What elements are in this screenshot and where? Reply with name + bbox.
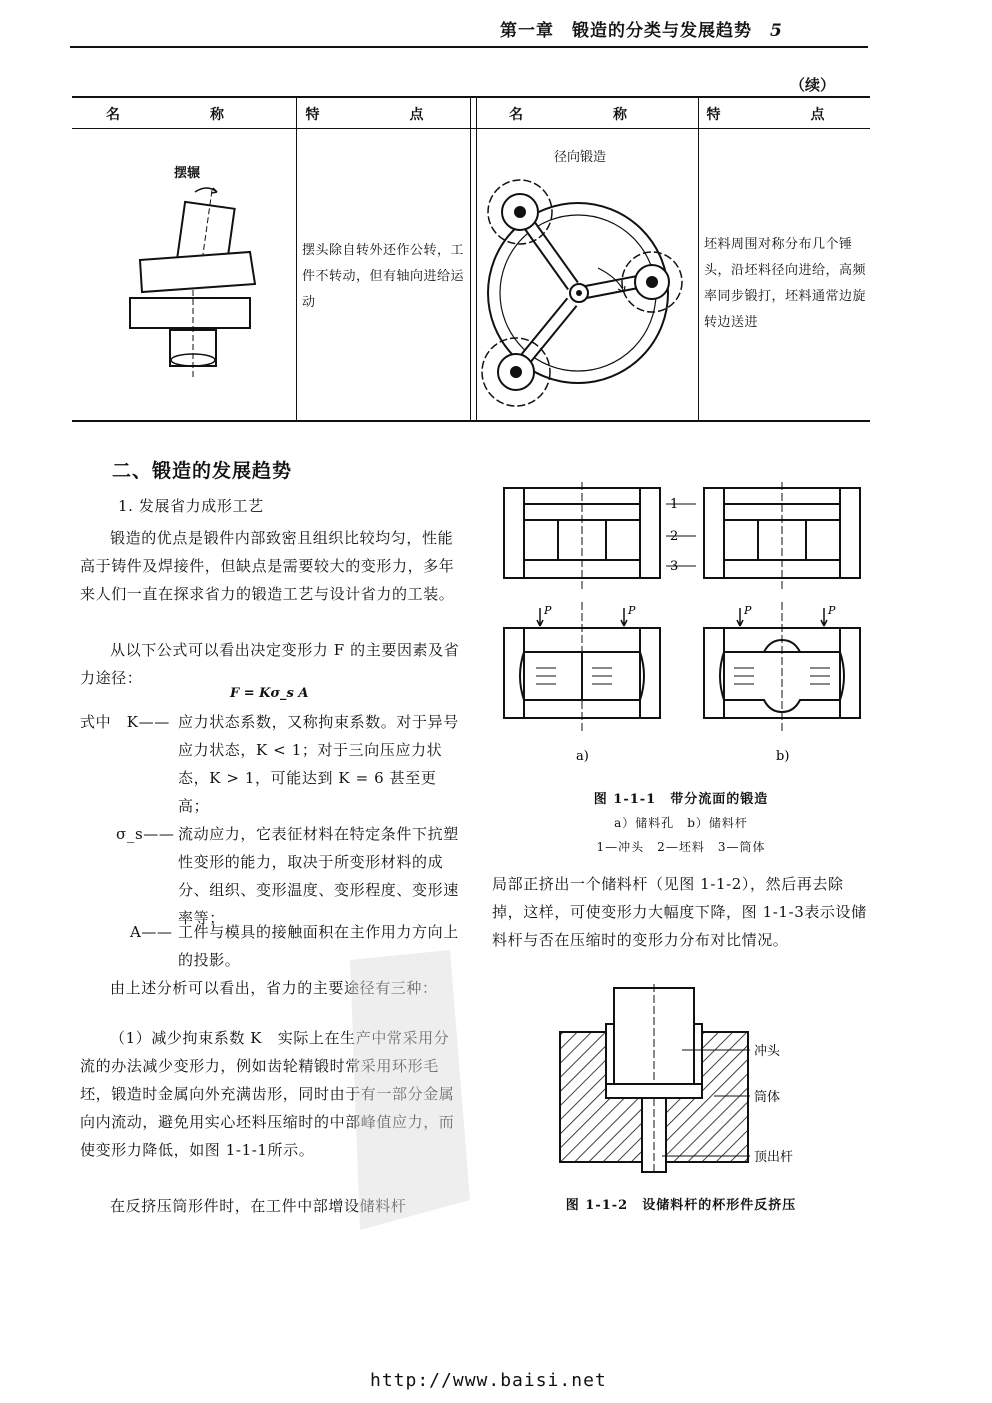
label-container: 筒体	[754, 1090, 781, 1105]
left-item-feature: 摆头除自转外还作公转，工件不转动，但有轴向进给运动	[302, 243, 465, 310]
figure-a-bottom	[504, 602, 660, 732]
figure-1-1-2-caption: 图 1-1-2 设储料杆的杯形件反挤压	[565, 1198, 797, 1213]
definition-sigma: 流动应力，它表征材料在特定条件下抗塑性变形的能力，取决于所变形材料的成分、组织、变形温度、变形程度、变形速率等；	[178, 825, 459, 927]
table-col-divider	[698, 97, 699, 421]
paragraph-extrusion-continued: 局部正挤出一个储料杆（见图 1-1-2），然后再去除掉，这样，可使变形力大幅度下降，图 1-1-3表示设储料杆与否在压缩时的变形力分布对比情况。	[492, 875, 867, 949]
section-title: 二、锻造的发展趋势	[112, 460, 293, 482]
paragraph-summary: 由上述分析可以看出，省力的主要途径有三种：	[110, 979, 438, 997]
force-label-p: P	[628, 604, 636, 617]
subfigure-a-label: a)	[576, 749, 589, 764]
table-header-feature: 特 点	[305, 107, 462, 123]
watermark-stamp	[330, 940, 480, 1240]
figure-b-top	[704, 482, 860, 592]
figure-1-1-1	[496, 482, 866, 772]
subsection-title: 1. 发展省力成形工艺	[118, 497, 264, 515]
figure-1-1-1-caption: 图 1-1-1 带分流面的锻造	[593, 792, 769, 807]
left-item-name: 摆辗	[174, 166, 201, 181]
right-item-name: 径向锻造	[554, 150, 607, 165]
paragraph-formula-lead: 从以下公式可以看出决定变形力 F 的主要因素及省力途径：	[80, 641, 460, 687]
definition-k: 应力状态系数，又称拘束系数。对于异号应力状态，K < 1；对于三向压应力状态，K > 1，可能达到 K = 6 甚至更高；	[178, 713, 459, 815]
force-label-p: P	[828, 604, 836, 617]
definition-k-term: 式中 K——	[80, 713, 170, 731]
paragraph-intro: 锻造的优点是锻件内部致密且组织比较均匀，性能高于铸件及焊接件，但缺点是需要较大的变形力，多年来人们一直在探求省力的锻造工艺与设计省力的工装。	[80, 529, 455, 603]
chapter-header	[500, 16, 783, 41]
figure-1-1-2	[554, 984, 834, 1174]
subfigure-b-label: b)	[776, 749, 790, 764]
swing-rolling-diagram	[120, 180, 270, 380]
table-header-name: 名 称	[509, 107, 665, 123]
formula: F = Kσ_s A	[230, 686, 309, 701]
radial-forging-diagram	[478, 168, 696, 418]
definition-a-term: A——	[130, 923, 173, 941]
figure-a-top	[504, 482, 660, 592]
footer-url: http://www.baisi.net	[370, 1370, 607, 1391]
table-middle-double-rule	[470, 97, 477, 421]
header-rule	[70, 46, 868, 48]
table-continued-label: （续）	[790, 76, 836, 94]
table-header-name: 名 称	[106, 107, 262, 123]
force-label-p: P	[744, 604, 752, 617]
part-label-3: 3	[670, 559, 679, 574]
page-number: 5	[770, 21, 783, 41]
paragraph-extrusion: 在反挤压筒形件时，在工件中部增设储料杆	[110, 1197, 407, 1215]
right-item-feature: 坯料周围对称分布几个锤头，沿坯料径向进给，高频率同步锻打，坯料通常边旋转边送进	[704, 237, 867, 330]
figure-1-1-1-subcaption: a）储料孔 b）储料杆	[614, 816, 748, 830]
force-label-p: P	[544, 604, 552, 617]
figure-1-1-1-legend: 1—冲头 2—坯料 3—筒体	[596, 840, 766, 854]
table-col-divider	[296, 97, 297, 421]
part-label-1: 1	[670, 497, 679, 512]
label-ejector: 顶出杆	[754, 1150, 794, 1165]
figure-b-bottom	[704, 602, 860, 732]
part-label-2: 2	[670, 529, 679, 544]
definition-sigma-term: σ_s——	[116, 825, 175, 843]
chapter-title: 第一章 锻造的分类与发展趋势	[500, 21, 752, 41]
label-punch: 冲头	[754, 1044, 781, 1059]
paragraph-method-1: （1）减少拘束系数 K 实际上在生产中常采用分流的办法减少变形力，例如齿轮精锻时常采用环形毛坯，锻造时金属向外充满齿形，同时由于有一部分金属向内流动，避免用实心坯料压缩时的中部峰值应力，而使变形力降低，如图 1-1-1所示。	[80, 1029, 455, 1159]
table-header-feature: 特 点	[706, 107, 863, 123]
definition-a: 工件与模具的接触面积在主作用力方向上的投影。	[178, 923, 459, 969]
